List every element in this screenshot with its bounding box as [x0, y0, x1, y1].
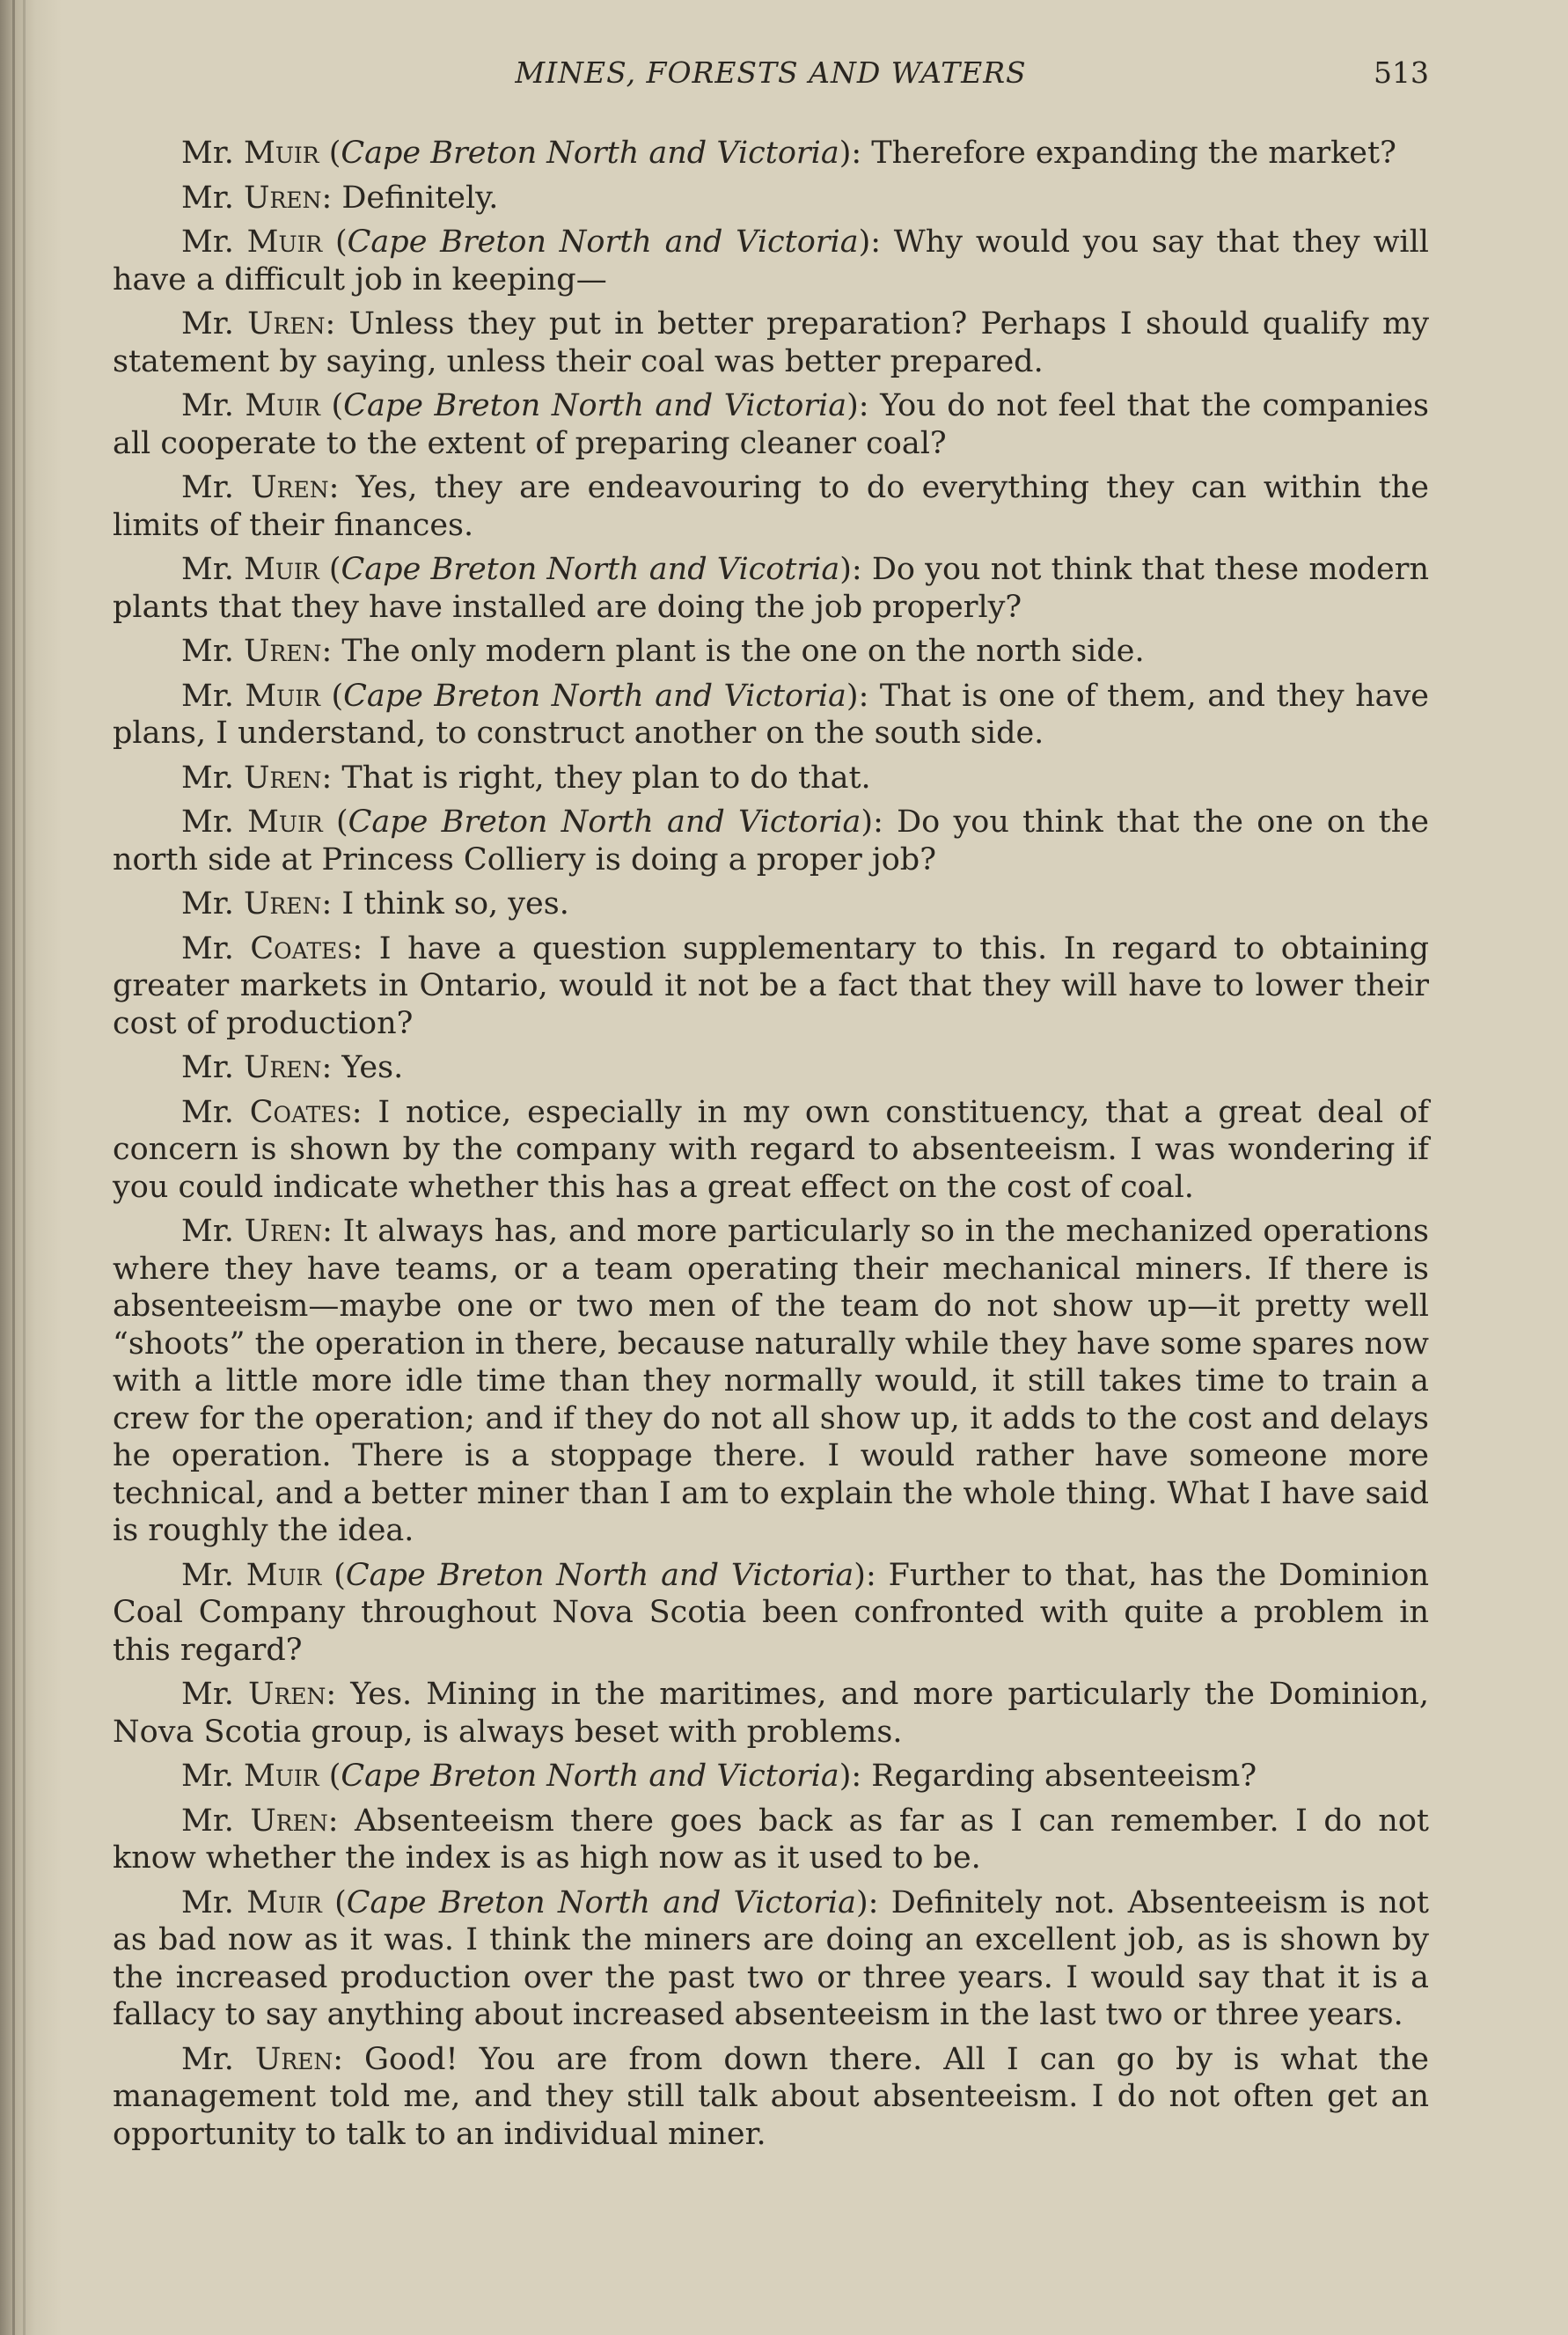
speech-text: : I notice, especially in my own constituency, that a great deal of concern is shown by the company with regard to absenteeism. I was wondering if you could indicate whether this has a great effect on the cost of coal.	[113, 1094, 1429, 1205]
speaker-riding: Cape Breton North and Victoria	[346, 1884, 856, 1920]
speaker-title: Mr.	[181, 1557, 246, 1593]
page-body	[113, 135, 1429, 2153]
speaker-riding: Cape Breton North and Victoria	[343, 678, 846, 714]
speaker-name: Muir	[246, 1884, 322, 1920]
testimony-paragraph	[113, 678, 1429, 753]
speaker-riding: Cape Breton North and Victoria	[345, 1557, 854, 1593]
testimony-paragraph	[113, 1884, 1429, 2034]
testimony-paragraph	[113, 1676, 1429, 1751]
riding-close-paren: )	[854, 1557, 866, 1593]
speaker-name: Uren	[244, 1214, 323, 1249]
testimony-paragraph	[113, 1213, 1429, 1550]
testimony-paragraph	[113, 1758, 1429, 1795]
testimony-paragraph	[113, 180, 1429, 217]
speaker-name: Uren	[254, 2041, 333, 2077]
testimony-paragraph	[113, 885, 1429, 923]
speaker-name: Uren	[250, 1803, 328, 1839]
spine-edge-line	[12, 0, 15, 2335]
speaker-riding: Cape Breton North and Victoria	[341, 136, 839, 171]
speaker-title: Mr.	[181, 1884, 247, 1920]
testimony-paragraph	[113, 305, 1429, 380]
testimony-paragraph	[113, 1094, 1429, 1207]
riding-close-paren: )	[839, 552, 852, 587]
speaker-title: Mr.	[181, 552, 245, 587]
riding-open-paren: (	[319, 388, 344, 423]
riding-open-paren: (	[322, 804, 348, 840]
testimony-paragraph	[113, 469, 1429, 544]
speaker-title: Mr.	[181, 760, 244, 796]
riding-close-paren: )	[855, 1884, 868, 1920]
riding-close-paren: )	[846, 388, 859, 423]
testimony-paragraph	[113, 135, 1429, 173]
speaker-riding: Cape Breton North and Vicotria	[341, 552, 840, 587]
speech-text: : Yes. Mining in the maritimes, and more particularly the Dominion, Nova Scotia group, is always beset with problems.	[113, 1677, 1429, 1750]
speech-text: : Regarding absenteeism?	[851, 1759, 1257, 1794]
speaker-title: Mr.	[181, 1050, 244, 1085]
speaker-name: Muir	[245, 1557, 322, 1593]
riding-close-paren: )	[858, 224, 871, 260]
riding-open-paren: (	[319, 136, 341, 171]
speaker-name: Muir	[243, 136, 319, 171]
speech-text: : Therefore expanding the market?	[851, 136, 1396, 171]
speaker-title: Mr.	[181, 1759, 244, 1794]
speaker-name: Uren	[243, 760, 322, 796]
spine-edge-line	[23, 0, 26, 2335]
speaker-name: Coates	[249, 1094, 352, 1130]
testimony-paragraph	[113, 551, 1429, 626]
speaker-name: Coates	[250, 930, 353, 966]
speaker-title: Mr.	[181, 1214, 245, 1249]
speaker-name: Uren	[243, 886, 322, 922]
running-head: MINES, FORESTS AND WATERS	[515, 55, 1027, 90]
speech-text: : You do not feel that the companies all cooperate to the extent of preparing cleaner coal?	[113, 388, 1430, 461]
testimony-paragraph	[113, 1557, 1429, 1670]
speech-text: : Further to that, has the Dominion Coal Company throughout Nova Scotia been confronted with quite a problem in this regard?	[113, 1557, 1429, 1668]
speech-text: : Yes.	[321, 1050, 404, 1085]
speaker-name: Muir	[245, 678, 320, 714]
speaker-name: Muir	[246, 224, 323, 260]
book-spine-shadow	[0, 0, 62, 2335]
testimony-paragraph	[113, 930, 1429, 1043]
speech-text: : Do you think that the one on the north side at Princess Colliery is doing a proper job?	[113, 804, 1429, 877]
page-header	[113, 48, 1429, 101]
riding-close-paren: )	[846, 678, 859, 714]
speaker-name: Uren	[243, 180, 322, 216]
speaker-riding: Cape Breton North and Victoria	[343, 388, 847, 423]
riding-open-paren: (	[321, 1557, 346, 1593]
page-number: 513	[1374, 55, 1429, 90]
speaker-title: Mr.	[181, 136, 244, 171]
speaker-title: Mr.	[181, 470, 252, 505]
speaker-name: Uren	[243, 1050, 322, 1085]
speaker-title: Mr.	[181, 634, 244, 669]
speaker-title: Mr.	[181, 1094, 250, 1130]
speaker-name: Muir	[243, 1759, 319, 1794]
riding-close-paren: )	[839, 136, 852, 171]
speech-text: : Absenteeism there goes back as far as I can remember. I do not know whether the index is as high now as it used to be.	[113, 1803, 1429, 1876]
book-page	[113, 48, 1429, 2160]
testimony-paragraph	[113, 387, 1429, 462]
testimony-paragraph	[113, 804, 1429, 878]
riding-open-paren: (	[319, 1759, 341, 1794]
speaker-title: Mr.	[181, 678, 245, 714]
riding-open-paren: (	[321, 1884, 347, 1920]
speech-text: : I have a question supplementary to this. In regard to obtaining greater markets in Ontario, would it not be a fact that they will have to lower their cost of production?	[113, 930, 1429, 1041]
speaker-title: Mr.	[181, 224, 247, 260]
speech-text: : Definitely.	[321, 180, 499, 216]
speech-text: : That is one of them, and they have plans, I understand, to construct another on the south side.	[113, 678, 1430, 751]
testimony-paragraph	[113, 2041, 1429, 2154]
speaker-name: Muir	[245, 388, 320, 423]
testimony-paragraph	[113, 1803, 1429, 1877]
speaker-title: Mr.	[181, 306, 248, 341]
speech-text: : It always has, and more particularly so in the mechanized operations where they have teams, or a team operating their mechanical miners. If there is absenteeism—maybe one or two men of the team do not show up—it pretty well “shoots” the operation in there, because naturally while they have some spares now with a little more idle time than they normally would, it still takes time to train a crew for the operation; and if they do not all show up, it adds to the cost and delays he operation. There is a stoppage there. I would rather have someone more technical, and a better miner than I am to explain the whole thing. What I have said is roughly the idea.	[113, 1214, 1429, 1548]
speaker-name: Uren	[251, 470, 329, 505]
speech-text: : The only modern plant is the one on the north side.	[321, 634, 1145, 669]
riding-open-paren: (	[322, 224, 348, 260]
riding-open-paren: (	[319, 552, 341, 587]
speech-text: : Definitely not. Absenteeism is not as bad now as it was. I think the miners are doing an excellent job, as is shown by the increased production over the past two or three years. I would say that it is a fallacy to say anything about increased absenteeism in the last two or three years.	[113, 1884, 1429, 2032]
riding-close-paren: )	[839, 1759, 852, 1794]
speaker-title: Mr.	[181, 1677, 248, 1712]
speech-text: : Yes, they are endeavouring to do everything they can within the limits of their finances.	[113, 470, 1429, 543]
speaker-riding: Cape Breton North and Victoria	[347, 224, 859, 260]
riding-open-paren: (	[319, 678, 344, 714]
speaker-title: Mr.	[181, 180, 244, 216]
speech-text: : Why would you say that they will have a difficult job in keeping—	[113, 224, 1429, 297]
speaker-name: Muir	[247, 804, 323, 840]
speaker-title: Mr.	[181, 2041, 255, 2077]
speech-text: : Unless they put in better preparation? Perhaps I should qualify my statement by saying, unless their coal was better prepared.	[113, 306, 1429, 379]
riding-close-paren: )	[861, 804, 874, 840]
testimony-paragraph	[113, 224, 1429, 298]
speech-text: : That is right, they plan to do that.	[321, 760, 871, 796]
speaker-title: Mr.	[181, 1803, 251, 1839]
speaker-name: Uren	[247, 306, 326, 341]
testimony-paragraph	[113, 1049, 1429, 1087]
speech-text: : Do you not think that these modern plants that they have installed are doing the job properly?	[113, 552, 1429, 625]
speaker-riding: Cape Breton North and Victoria	[341, 1759, 839, 1794]
speaker-title: Mr.	[181, 804, 248, 840]
speaker-name: Uren	[243, 634, 322, 669]
speaker-name: Muir	[244, 552, 319, 587]
speaker-riding: Cape Breton North and Victoria	[348, 804, 861, 840]
speech-text: : I think so, yes.	[321, 886, 569, 922]
testimony-paragraph	[113, 633, 1429, 671]
speaker-name: Uren	[247, 1677, 326, 1712]
testimony-paragraph	[113, 760, 1429, 797]
speaker-title: Mr.	[181, 930, 251, 966]
speaker-title: Mr.	[181, 388, 245, 423]
speech-text: : Good! You are from down there. All I can go by is what the management told me, and they still talk about absenteeism. I do not often get an opportunity to talk to an individual miner.	[113, 2041, 1429, 2152]
speaker-title: Mr.	[181, 886, 244, 922]
